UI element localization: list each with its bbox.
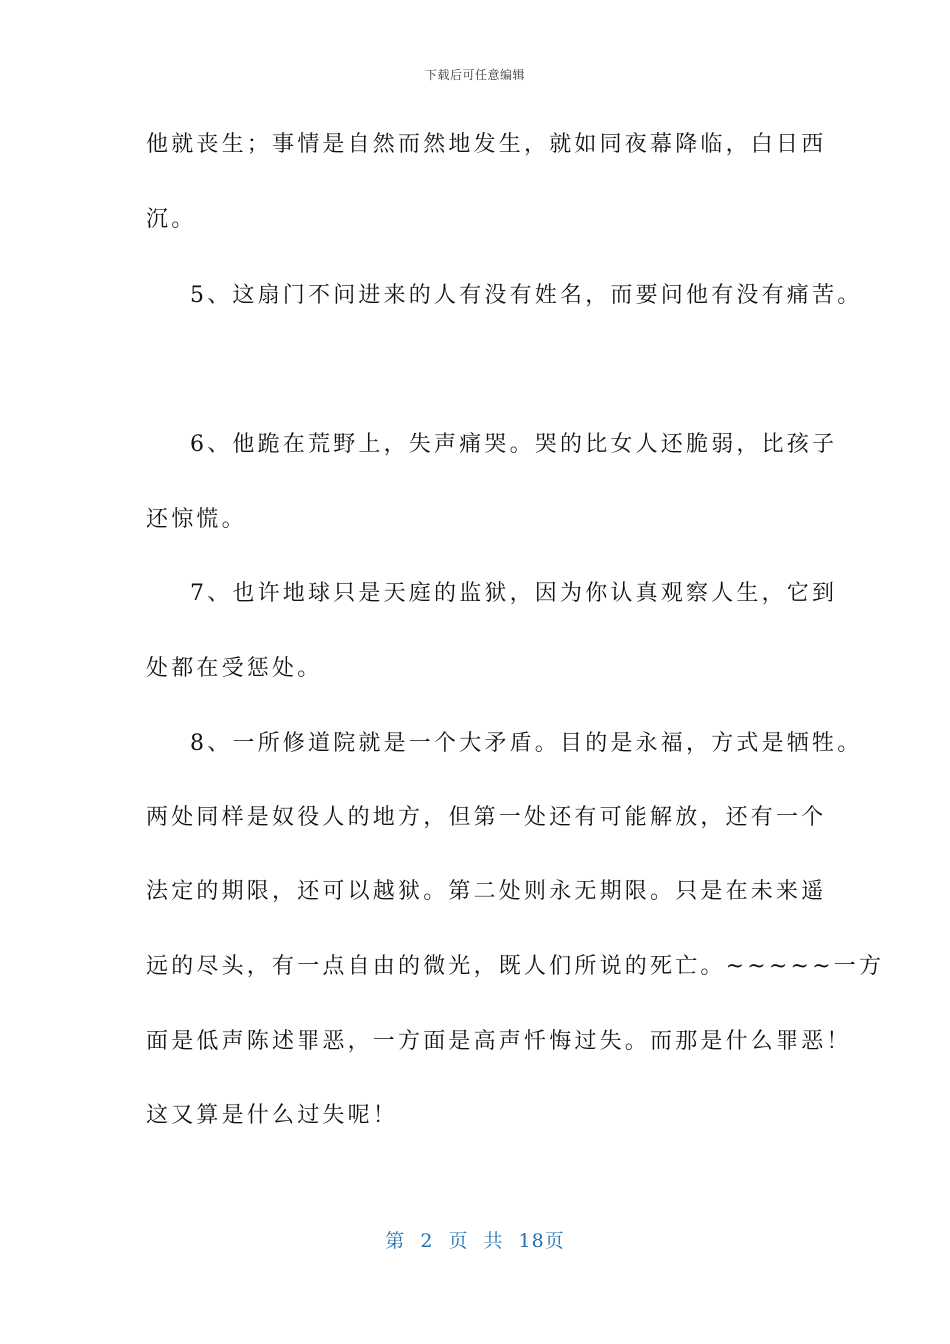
page-header: 下载后可任意编辑: [424, 68, 525, 82]
body-line: 他就丧生；事情是自然而然地发生，就如同夜幕降临，白日西: [146, 132, 827, 157]
list-item-7: 7、也许地球只是天庭的监狱，因为你认真观察人生，它到: [190, 581, 838, 606]
body-line: 法定的期限，还可以越狱。第二处则永无期限。只是在未来遥: [146, 879, 827, 904]
body-line: 还惊慌。: [146, 507, 247, 532]
list-item-8: 8、一所修道院就是一个大矛盾。目的是永福，方式是牺牲。: [190, 731, 863, 756]
body-line: 两处同样是奴役人的地方，但第一处还有可能解放，还有一个: [146, 805, 827, 830]
body-line: 这又算是什么过失呢！: [146, 1103, 399, 1128]
page-number: 第 2 页 共 18页: [385, 1230, 565, 1252]
body-line: 沉。: [146, 207, 197, 232]
body-line: 面是低声陈述罪恶，一方面是高声忏悔过失。而那是什么罪恶！: [146, 1029, 852, 1054]
body-line: 远的尽头，有一点自由的微光，既人们所说的死亡。~~~~~一方: [146, 954, 885, 979]
list-item-6: 6、他跪在荒野上，失声痛哭。哭的比女人还脆弱，比孩子: [190, 432, 838, 457]
body-line: 处都在受惩处。: [146, 656, 323, 681]
list-item-5: 5、这扇门不问进来的人有没有姓名，而要问他有没有痛苦。: [190, 283, 863, 308]
